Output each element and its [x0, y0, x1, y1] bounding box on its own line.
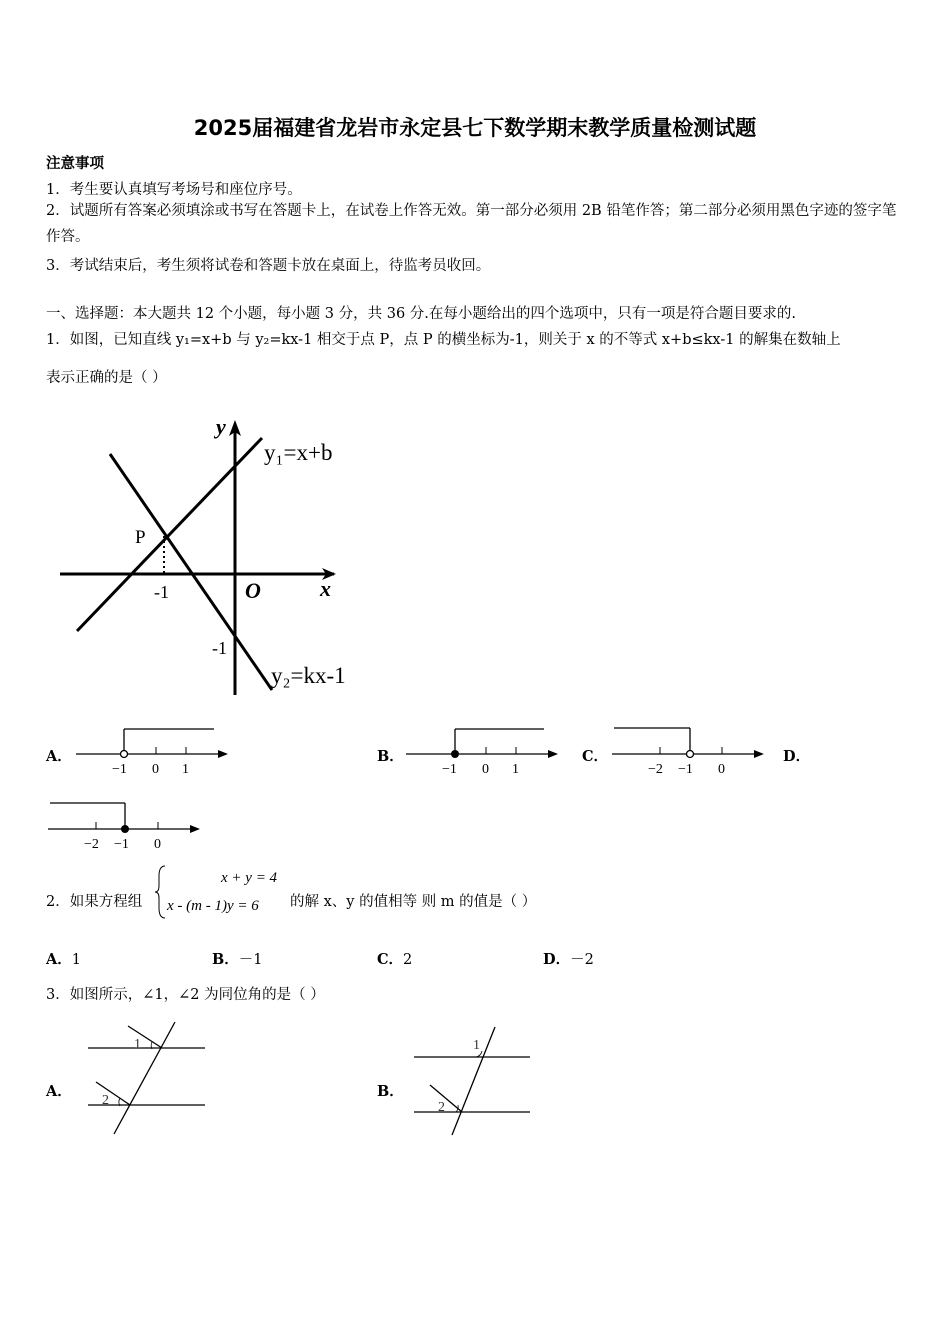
q3-text: 3．如图所示，∠1，∠2 为同位角的是（ ）	[46, 987, 325, 1003]
option-a-label: A．	[46, 748, 72, 765]
notice-heading: 注意事项	[46, 155, 104, 172]
line-y2-label: y₂=kx-1	[271, 663, 346, 688]
tick-label: −1	[678, 762, 693, 777]
angle-2-label: 2	[102, 1093, 109, 1108]
option-label: B．	[212, 951, 239, 968]
option-label: B．	[377, 1083, 404, 1100]
tick-label: −1	[442, 762, 457, 777]
tick-y-label: -1	[212, 638, 227, 658]
q1-graph-figure	[50, 410, 380, 710]
origin-label: O	[245, 578, 261, 603]
point-p-label: P	[135, 527, 146, 548]
q1-option-a[interactable]	[46, 745, 72, 766]
angle-1-label: 1	[134, 1037, 141, 1052]
option-d-label: D．	[783, 748, 811, 765]
solid-dot-icon	[121, 825, 129, 833]
line-y1-label: y₁=x+b	[264, 440, 333, 465]
q1-option-d[interactable]	[783, 745, 810, 766]
q1-option-b[interactable]	[377, 745, 404, 766]
notice-item-1: 1．考生要认真填写考场号和座位序号。	[46, 182, 302, 198]
option-value: 2	[403, 952, 413, 968]
q3-option-a[interactable]	[46, 1080, 72, 1101]
notice-item-3: 3．考试结束后，考生须将试卷和答题卡放在桌面上，待监考员收回。	[46, 258, 491, 274]
q2-equation-system	[155, 862, 295, 922]
option-label: C．	[377, 951, 404, 968]
x-axis-label: x	[320, 576, 331, 601]
q3-option-b[interactable]	[377, 1080, 404, 1101]
q2-eq2: x - (m - 1)y = 6	[167, 898, 259, 914]
option-value: －1	[238, 952, 263, 968]
tick-label: 0	[718, 762, 725, 777]
tick-label: −2	[648, 762, 663, 777]
brace-icon	[155, 866, 165, 918]
tick-label: −1	[114, 837, 129, 852]
arrow-icon	[190, 825, 200, 833]
tick-label: 1	[512, 762, 519, 777]
q2-option-c[interactable]	[377, 948, 412, 969]
open-dot-icon	[121, 751, 128, 758]
q1-option-c[interactable]	[582, 745, 608, 766]
q1-text-line2: 表示正确的是（ ）	[46, 370, 167, 386]
tick-label: 0	[154, 837, 161, 852]
option-label: A．	[46, 951, 72, 968]
q1-option-c-numberline	[608, 722, 770, 777]
q3-option-a-figure	[80, 1018, 215, 1138]
q1-option-d-numberline	[44, 797, 206, 852]
page-title: 2025届福建省龙岩市永定县七下数学期末教学质量检测试题	[193, 116, 757, 140]
q1-option-a-numberline	[72, 725, 232, 777]
section-heading: 一、选择题：本大题共 12 个小题，每小题 3 分，共 36 分.在每小题给出的四个选项中，只有一项是符合题目要求的.	[46, 306, 796, 322]
option-label: A．	[46, 1083, 72, 1100]
angle-2-label: 2	[438, 1100, 445, 1115]
q2-prefix: 2．如果方程组	[46, 894, 143, 910]
tick-label: 0	[482, 762, 489, 777]
q2-option-b[interactable]	[212, 948, 263, 969]
q3-option-b-figure	[410, 1025, 535, 1140]
notice-item-2: 2．试题所有答案必须填涂或书写在答题卡上，在试卷上作答无效。第一部分必须用 2B 铅笔作答；第二部分必须用黑色字迹的签字笔作答。	[46, 203, 897, 245]
option-value: －2	[570, 952, 594, 968]
option-label: D．	[543, 951, 571, 968]
tick-label: 0	[152, 762, 159, 777]
q2-option-d[interactable]	[543, 948, 594, 969]
option-c-label: C．	[582, 748, 609, 765]
arrow-icon	[548, 750, 558, 758]
tick-label: −2	[84, 837, 99, 852]
arrow-icon	[218, 750, 228, 758]
tick-label: 1	[182, 762, 189, 777]
q1-option-b-numberline	[402, 725, 562, 777]
arrow-icon	[754, 750, 764, 758]
q2-eq1: x + y = 4	[221, 870, 278, 886]
option-b-label: B．	[377, 748, 404, 765]
open-dot-icon	[687, 751, 694, 758]
angle-1-label: 1	[473, 1038, 480, 1053]
q2-suffix: 的解 x、y 的值相等 则 m 的值是（ ）	[290, 894, 537, 910]
q2-option-a[interactable]	[46, 948, 81, 969]
y-axis-label: y	[216, 414, 226, 439]
tick-label: −1	[112, 762, 127, 777]
tick-x-label: -1	[154, 582, 169, 602]
solid-dot-icon	[451, 750, 459, 758]
q1-text-line1: 1．如图，已知直线 y₁=x+b 与 y₂=kx-1 相交于点 P，点 P 的横坐标为-1，则关于 x 的不等式 x+b≤kx-1 的解集在数轴上	[46, 332, 841, 348]
option-value: 1	[71, 952, 81, 968]
